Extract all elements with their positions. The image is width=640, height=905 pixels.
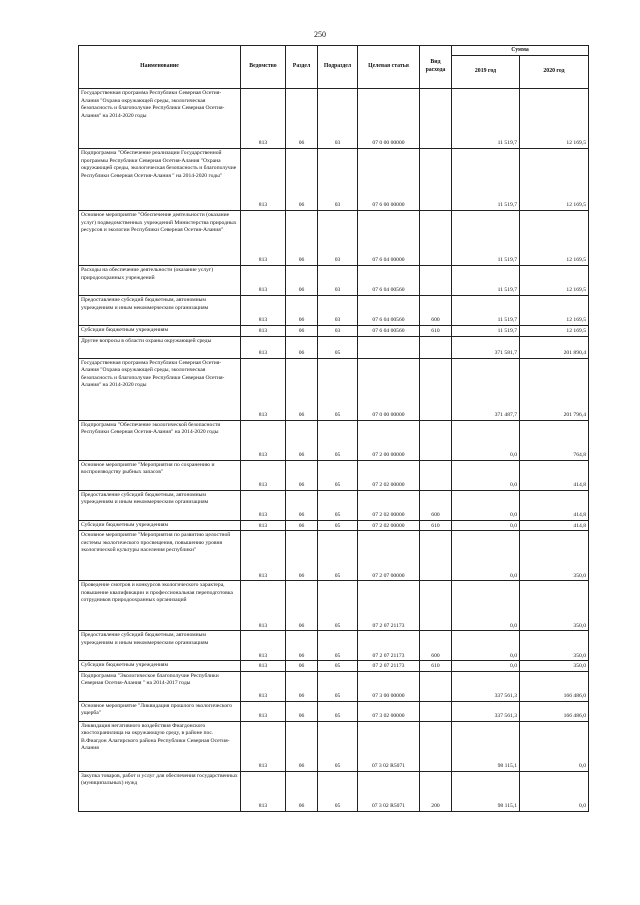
cell-name: Закупка товаров, работ и услуг для обеспечения государственных (муниципальных) нужд [79,771,241,811]
cell-dept: 813 [241,701,286,721]
cell-y2019: 337 561,3 [452,701,520,721]
header-section: Раздел [286,46,318,89]
cell-target: 07 2 02 00000 [358,490,420,520]
cell-y2020: 12 169,5 [520,89,589,149]
cell-target: 07 2 07 21173 [358,661,420,672]
cell-exp-type [420,721,452,771]
table-row [79,460,589,490]
cell-name: Основное мероприятие "Мероприятия по сохранению и воспроизводству рыбных запасов" [79,460,241,490]
cell-y2019: 0,0 [452,531,520,581]
cell-subsection: 03 [318,149,358,211]
cell-y2019: 0,0 [452,460,520,490]
cell-exp-type [420,149,452,211]
cell-target: 07 6 00 00000 [358,149,420,211]
cell-y2020: 414,8 [520,520,589,531]
cell-y2019: 0,0 [452,631,520,661]
cell-dept: 813 [241,149,286,211]
table-row [79,520,589,531]
cell-section: 06 [286,296,318,326]
cell-subsection: 03 [318,266,358,296]
cell-exp-type [420,211,452,266]
cell-subsection: 05 [318,771,358,811]
header-dept: Ведомство [241,46,286,89]
cell-target: 07 2 07 21173 [358,581,420,631]
cell-dept: 813 [241,721,286,771]
cell-section: 06 [286,211,318,266]
cell-y2020: 764,8 [520,420,589,460]
cell-y2020: 12 169,5 [520,326,589,337]
cell-dept: 813 [241,661,286,672]
cell-name: Субсидии бюджетным учреждениям [79,326,241,337]
cell-target: 07 2 07 21173 [358,631,420,661]
cell-subsection: 05 [318,631,358,661]
cell-target: 07 3 02 R5071 [358,771,420,811]
cell-name: Расходы на обеспечение деятельности (оказание услуг) природоохранных учреждений [79,266,241,296]
table-row [79,701,589,721]
table-row [79,671,589,701]
cell-y2020: 414,8 [520,490,589,520]
cell-y2019: 0,0 [452,420,520,460]
cell-name: Предоставление субсидий бюджетным, автономным учреждениям и иным некоммерческим организациям [79,490,241,520]
cell-subsection: 03 [318,296,358,326]
cell-section: 06 [286,336,318,358]
table-row [79,661,589,672]
cell-section: 06 [286,490,318,520]
table-row [79,296,589,326]
cell-exp-type [420,701,452,721]
cell-target: 07 6 04 00560 [358,266,420,296]
cell-target: 07 0 00 00000 [358,358,420,420]
cell-dept: 813 [241,296,286,326]
cell-target: 07 2 02 00000 [358,520,420,531]
cell-section: 06 [286,581,318,631]
cell-name: Проведение смотров и конкурсов экологического характера, повышение квалификации и профессиональная переподготовка сотрудников природоохранных организаций [79,581,241,631]
cell-target: 07 6 04 00560 [358,326,420,337]
table-row [79,631,589,661]
cell-subsection: 05 [318,420,358,460]
cell-y2019: 0,0 [452,661,520,672]
table-row [79,581,589,631]
cell-y2019: 0,0 [452,520,520,531]
cell-subsection: 05 [318,661,358,672]
cell-y2019: 371 581,7 [452,336,520,358]
cell-exp-type: 600 [420,631,452,661]
cell-target: 07 2 02 00000 [358,460,420,490]
cell-y2020: 0,0 [520,771,589,811]
cell-y2019: 0,0 [452,581,520,631]
table-row [79,266,589,296]
table-row [79,149,589,211]
header-2019: 2019 год [452,56,520,89]
cell-name: Основное мероприятие "Мероприятия по развитию целостной системы экологического просвещения, повышению уровня экологической культуры населения республики" [79,531,241,581]
cell-exp-type [420,671,452,701]
table-row [79,336,589,358]
cell-subsection: 03 [318,326,358,337]
table-row [79,420,589,460]
cell-name: Основное мероприятие "Ликвидация прошлого экологического ущерба" [79,701,241,721]
cell-dept: 813 [241,326,286,337]
cell-dept: 813 [241,520,286,531]
cell-name: Другие вопросы в области охраны окружающей среды [79,336,241,358]
cell-subsection: 05 [318,336,358,358]
cell-section: 06 [286,326,318,337]
table-row [79,326,589,337]
cell-y2019: 11 519,7 [452,89,520,149]
cell-dept: 813 [241,336,286,358]
cell-name: Государственная программа Республики Северная Осетия-Алания "Охрана окружающей среды, экологическая безопасность и благополучие Республики Северная Осетия-Алания" на 2014-2020 годы [79,358,241,420]
cell-section: 06 [286,661,318,672]
cell-name: Субсидии бюджетным учреждениям [79,661,241,672]
cell-dept: 813 [241,771,286,811]
cell-name: Государственная программа Республики Северная Осетия-Алания "Охрана окружающей среды, экологическая безопасность и благополучие Республики Северная Осетия-Алания" на 2014-2020 годы [79,89,241,149]
cell-name: Подпрограмма "Экологическое благополучие Республики Северная Осетия-Алания " на 2014-2017 годы [79,671,241,701]
cell-name: Основное мероприятие "Обеспечение деятельности (оказание услуг) подведомственных учреждений Министерства природных ресурсов и экологии Республики Северная Осетия-Алания" [79,211,241,266]
cell-y2019: 11 519,7 [452,211,520,266]
table-row [79,358,589,420]
cell-exp-type [420,581,452,631]
cell-y2020: 12 169,5 [520,211,589,266]
cell-section: 06 [286,671,318,701]
cell-exp-type [420,420,452,460]
cell-y2020: 12 169,5 [520,149,589,211]
cell-y2020: 12 169,5 [520,266,589,296]
cell-subsection: 05 [318,721,358,771]
header-name: Наименование [79,46,241,89]
cell-y2020: 350,0 [520,581,589,631]
cell-y2019: 11 519,7 [452,326,520,337]
cell-y2020: 201 796,4 [520,358,589,420]
header-target: Целевая статья [358,46,420,89]
cell-subsection: 05 [318,531,358,581]
cell-exp-type [420,531,452,581]
cell-subsection: 05 [318,460,358,490]
cell-section: 06 [286,460,318,490]
cell-dept: 813 [241,211,286,266]
cell-dept: 813 [241,581,286,631]
cell-section: 06 [286,721,318,771]
cell-section: 06 [286,420,318,460]
cell-y2019: 371 487,7 [452,358,520,420]
cell-subsection: 05 [318,490,358,520]
cell-y2020: 414,8 [520,460,589,490]
cell-name: Подпрограмма "Обеспечение экологической безопасности Республики Северная Осетия-Алания" на 2014-2020 годы [79,420,241,460]
cell-dept: 813 [241,89,286,149]
header-sum: Сумма [452,46,589,56]
cell-dept: 813 [241,420,286,460]
cell-dept: 813 [241,266,286,296]
header-exp-type: Вид расхода [420,46,452,89]
cell-exp-type: 610 [420,661,452,672]
cell-name: Предоставление субсидий бюджетным, автономным учреждениям и иным некоммерческим организациям [79,296,241,326]
cell-exp-type [420,358,452,420]
cell-target: 07 3 00 00000 [358,671,420,701]
table-row [79,721,589,771]
cell-target: 07 2 00 00000 [358,420,420,460]
cell-y2020: 166 486,0 [520,671,589,701]
cell-y2019: 0,0 [452,490,520,520]
cell-exp-type: 600 [420,296,452,326]
cell-section: 06 [286,358,318,420]
cell-name: Субсидии бюджетным учреждениям [79,520,241,531]
cell-exp-type: 610 [420,520,452,531]
cell-dept: 813 [241,531,286,581]
table-row [79,211,589,266]
table-row [79,490,589,520]
cell-target: 07 3 02 R5071 [358,721,420,771]
cell-dept: 813 [241,671,286,701]
cell-y2020: 0,0 [520,721,589,771]
cell-name: Ликвидация негативного воздействия Фиагдонского хвостохранилища на окружающую среду, в районе пос. В.Фиагдон Алагирского района Республики Северная Осетия-Алания [79,721,241,771]
cell-target: 07 6 04 00560 [358,296,420,326]
page-number: 250 [314,30,326,39]
cell-target: 07 3 02 00000 [358,701,420,721]
cell-section: 06 [286,771,318,811]
cell-exp-type [420,336,452,358]
budget-table [78,45,589,812]
cell-y2019: 11 519,7 [452,296,520,326]
cell-y2020: 166 486,0 [520,701,589,721]
cell-exp-type [420,89,452,149]
cell-subsection: 05 [318,671,358,701]
table-row [79,89,589,149]
cell-section: 06 [286,149,318,211]
cell-subsection: 05 [318,581,358,631]
cell-section: 06 [286,89,318,149]
cell-subsection: 05 [318,520,358,531]
cell-exp-type: 200 [420,771,452,811]
cell-exp-type: 610 [420,326,452,337]
cell-name: Предоставление субсидий бюджетным, автономным учреждениям и иным некоммерческим организациям [79,631,241,661]
cell-subsection: 05 [318,358,358,420]
cell-y2019: 11 519,7 [452,266,520,296]
cell-y2019: 11 519,7 [452,149,520,211]
cell-y2019: 337 561,3 [452,671,520,701]
cell-subsection: 05 [318,701,358,721]
cell-exp-type [420,460,452,490]
cell-section: 06 [286,531,318,581]
cell-section: 06 [286,631,318,661]
cell-target: 07 6 04 00000 [358,211,420,266]
cell-target: 07 2 07 00000 [358,531,420,581]
cell-y2020: 201 890,4 [520,336,589,358]
cell-subsection: 03 [318,211,358,266]
cell-exp-type [420,266,452,296]
cell-section: 06 [286,701,318,721]
table-row [79,771,589,811]
cell-target [358,336,420,358]
cell-y2020: 350,0 [520,661,589,672]
cell-y2020: 12 169,5 [520,296,589,326]
cell-subsection: 03 [318,89,358,149]
header-2020: 2020 год [520,56,589,89]
cell-y2019: 98 115,1 [452,721,520,771]
header-subsection: Подраздел [318,46,358,89]
cell-dept: 813 [241,460,286,490]
cell-dept: 813 [241,490,286,520]
cell-exp-type: 600 [420,490,452,520]
cell-target: 07 0 00 00000 [358,89,420,149]
cell-y2020: 350,0 [520,531,589,581]
cell-section: 06 [286,266,318,296]
cell-dept: 813 [241,631,286,661]
cell-name: Подпрограмма "Обеспечение реализации Государственной программы Республики Северная Осетия-Алания "Охрана окружающей среды, экологическая безопасность и благополучие Республики Северная Осетия-Алания " на 2014-2020 годы" [79,149,241,211]
cell-dept: 813 [241,358,286,420]
cell-section: 06 [286,520,318,531]
cell-y2020: 350,0 [520,631,589,661]
cell-y2019: 98 115,1 [452,771,520,811]
table-row [79,531,589,581]
